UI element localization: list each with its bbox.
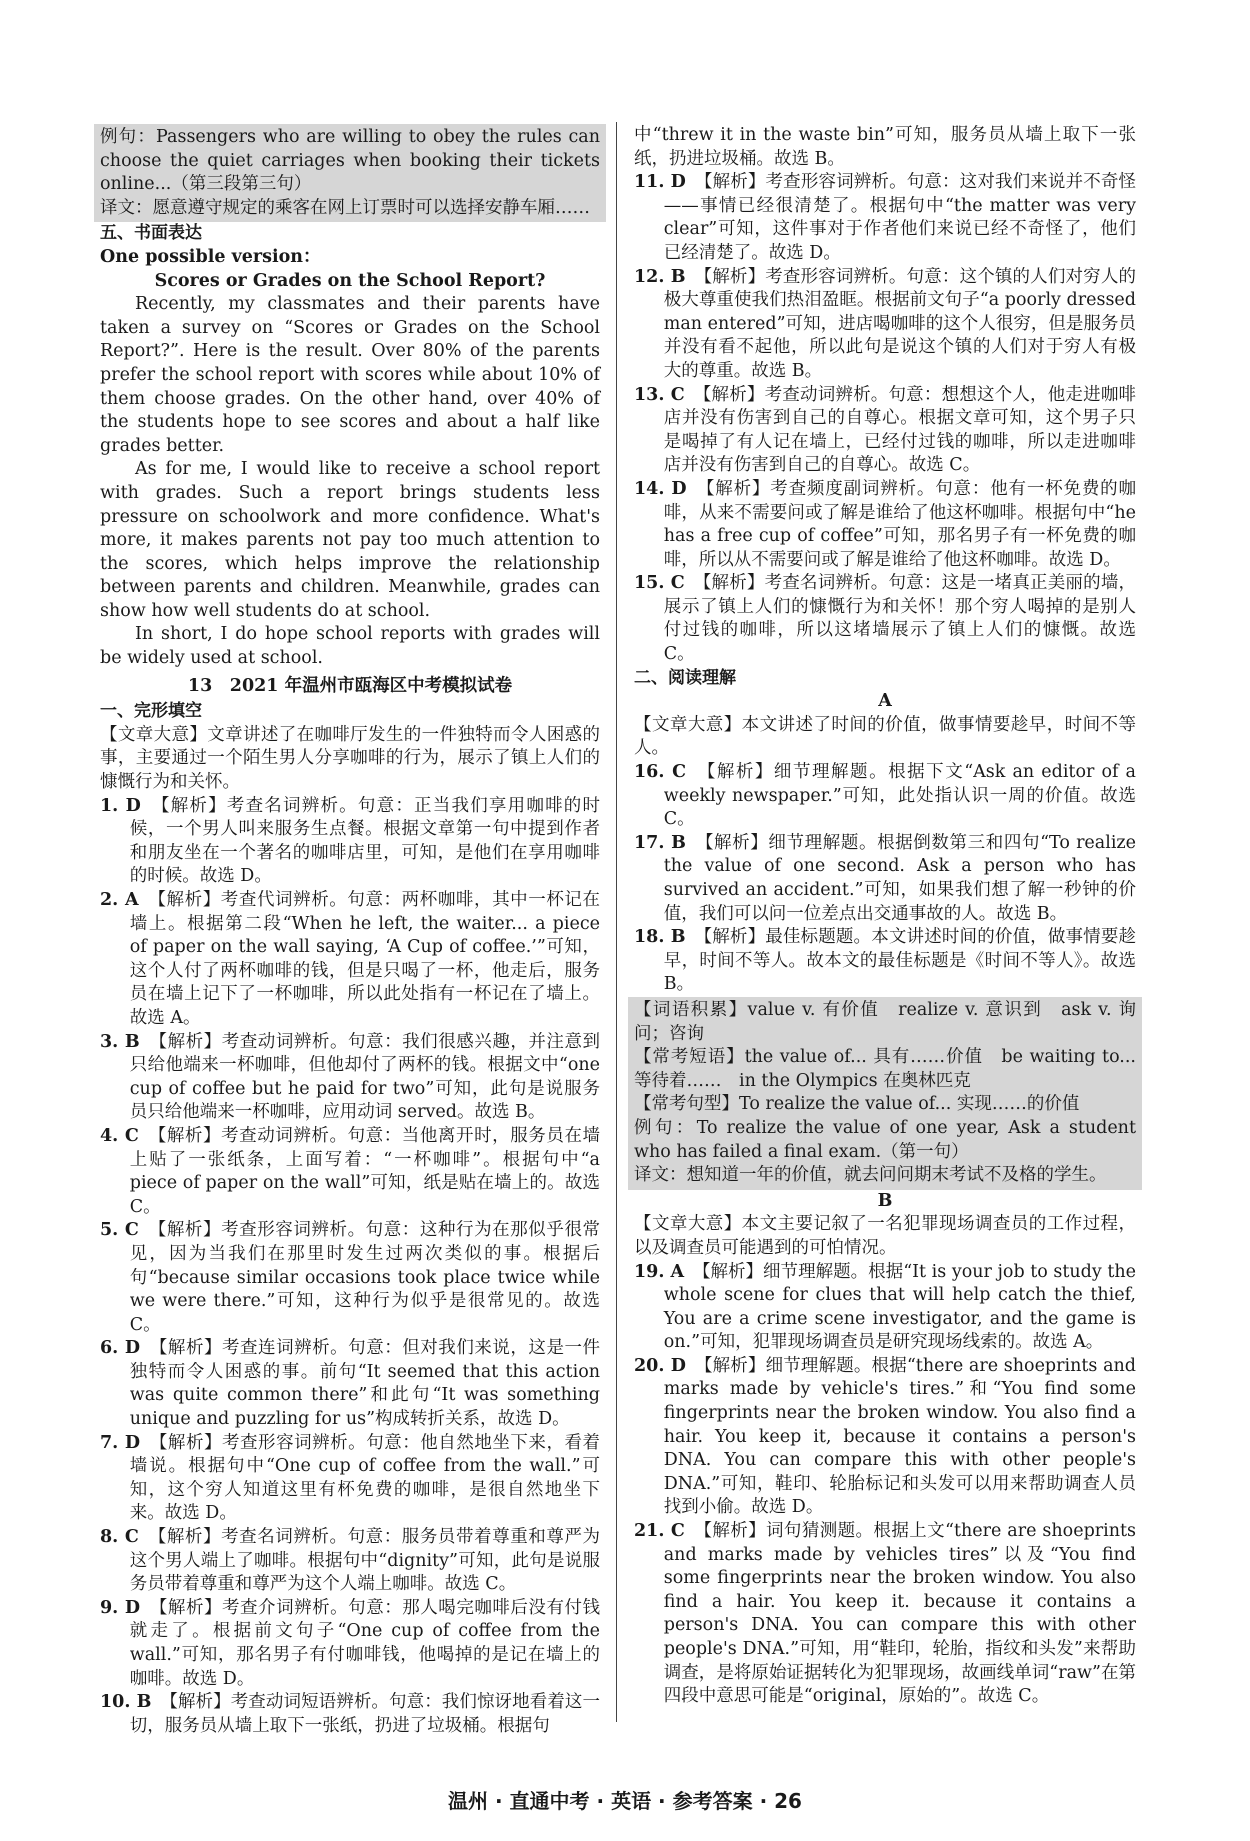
column-divider	[616, 122, 617, 1722]
answer-item	[100, 1691, 600, 1738]
answer-list	[634, 171, 1136, 666]
answer-item	[100, 1219, 600, 1337]
answer-explanation: 【解析】考查形容词辨析。句意：这种行为在那似乎很常见，因为当我们在那里时发生过两次类似的事。根据后句“because similar occasions took place twice while we were there.”可知，这种行为似乎是很常见的。故选 C。	[129, 1220, 601, 1335]
answer-item	[634, 266, 1136, 384]
answer-explanation: 【解析】考查形容词辨析。句意：他自然地坐下来，看着墙说。根据句中“One cup of coffee from the wall.”可知，这个穷人知道这里有杯免费的咖啡，是很自然地坐下来。故选 D。	[129, 1432, 601, 1524]
vocab-line: 【常考短语】the value of... 具有……价值 be waiting to... 等待着…… in the Olympics 在奥林匹克	[634, 1047, 1136, 1091]
answer-number: 15. C	[634, 573, 685, 594]
answer-item	[100, 1031, 600, 1125]
answer-item	[100, 1125, 600, 1219]
answer-explanation: 【解析】细节理解题。根据倒数第三和四句“To realize the value of one second. Ask a person who has survived an accident.”可知，如果我们想了解一秒钟的价值，我们可以问一位差点出交通事故的人。故选 B。	[663, 832, 1136, 924]
example-block	[94, 124, 606, 222]
answer-item	[634, 478, 1136, 572]
answer-explanation: 【解析】细节理解题。根据“It is your job to study the whole scene for clues that will help catch the thief, You are a crime scene investigator, and the game is on.”可知，犯罪现场调查员是研究现场线索的。故选 A。	[663, 1261, 1136, 1353]
answer-number: 18. B	[634, 927, 686, 948]
answer-item	[634, 572, 1136, 666]
answer-number: 5. C	[100, 1220, 139, 1241]
vocab-line: 【常考句型】To realize the value of... 实现……的价值	[634, 1094, 1080, 1115]
passage-label: B	[877, 1190, 893, 1211]
answer-item	[100, 889, 600, 1031]
answer-item	[634, 1520, 1136, 1709]
continuation-text: 中“threw it in the waste bin”可知，服务员从墙上取下一张纸，扔进垃圾桶。故选 B。	[634, 125, 1136, 169]
answer-explanation: 【解析】考查形容词辨析。句意：这对我们来说并不奇怪——事情已经很清楚了。根据句中“the matter was very clear”可知，这件事对于作者他们来说已经不奇怪了，他们已经清楚了。故选 D。	[663, 172, 1137, 263]
answer-number: 6. D	[100, 1338, 141, 1359]
answer-number: 9. D	[100, 1597, 141, 1618]
section-title: 13 2021 年温州市瓯海区中考模拟试卷	[187, 675, 513, 696]
answer-item	[100, 1337, 600, 1431]
answer-number: 3. B	[100, 1031, 140, 1052]
answer-number: 1. D	[100, 795, 141, 816]
answer-explanation: 【解析】考查名词辨析。句意：这是一堵真正美丽的墙，展示了镇上人们的慷慨行为和关怀！那个穷人喝掉的是别人付过钱的咖啡，所以这堵墙展示了镇上人们的慷慨。故选 C。	[663, 573, 1137, 665]
answer-number: 21. C	[634, 1521, 685, 1542]
answer-item	[634, 1261, 1136, 1355]
reading-heading: 二、阅读理解	[634, 667, 736, 688]
answer-number: 17. B	[634, 832, 686, 853]
answer-explanation: 【解析】细节理解题。根据下文“Ask an editor of a weekly newspaper.”可知，此处指认识一周的价值。故选 C。	[663, 762, 1136, 830]
passage-summary: 【文章大意】本文讲述了时间的价值，做事情要趁早，时间不等人。	[634, 714, 1136, 759]
passage-label: A	[878, 691, 892, 712]
answer-number: 7. D	[100, 1432, 141, 1453]
vocab-line: 【词语积累】value v. 有价值 realize v. 意识到 ask v. 询问；咨询	[634, 999, 1136, 1044]
answer-list	[100, 795, 600, 1739]
writing-heading: 五、书面表达	[100, 223, 202, 244]
answer-list	[634, 761, 1136, 997]
answer-number: 14. D	[634, 478, 687, 499]
answer-item	[100, 1526, 600, 1597]
answer-item	[634, 1355, 1136, 1520]
right-column	[634, 124, 1136, 1709]
answer-explanation: 【解析】细节理解题。根据“there are shoeprints and marks made by vehicle's tires.”和“You find some fingerprints near the broken window. You also find a hair. You keep it, because it contains a person's DNA. You can compare this with other people's DNA.”可知，鞋印、轮胎标记和头发可以用来帮助调查人员找到小偷。故选 D。	[663, 1355, 1137, 1518]
answer-item	[100, 795, 600, 889]
answer-number: 12. B	[634, 266, 686, 287]
answer-explanation: 【解析】词句猜测题。根据上文“there are shoeprints and marks made by vehicles tires”以及“You find some fingerprints near the broken window. You also find a hair. You keep it. because it contains a person's DNA. You can compare this with other people's DNA.”可知，用“鞋印，轮胎，指纹和头发”来帮助调查，是将原始证据转化为犯罪现场，故画线单词“raw”在第四段中意思可能是“original，原始的”。故选 C。	[663, 1521, 1137, 1707]
passage-summary: 【文章大意】本文主要记叙了一名犯罪现场调查员的工作过程，以及调查员可能遇到的可怕情况。	[634, 1214, 1136, 1258]
answer-item	[634, 384, 1136, 478]
page-footer: 温州 · 直通中考 · 英语 · 参考答案 · 26	[448, 1789, 802, 1813]
answer-explanation: 【解析】考查形容词辨析。句意：这个镇的人们对穷人的极大尊重使我们热泪盈眶。根据前文句子“a poorly dressed man entered”可知，进店喝咖啡的这个人很穷，但是服务员并没有看不起他，所以此句是说这个镇的人们对于穷人有极大的尊重。故选 B。	[663, 266, 1136, 381]
answer-explanation: 【解析】考查介词辨析。句意：那人喝完咖啡后没有付钱就走了。根据前文句子“One cup of coffee from the wall.”可知，那名男子有付咖啡钱，他喝掉的是记在墙上的咖啡。故选 D。	[129, 1597, 601, 1689]
answer-explanation: 【解析】考查动词辨析。句意：我们很感兴趣，并注意到只给他端来一杯咖啡，但他却付了两杯的钱。根据文中“one cup of coffee but he paid for two”可知，此句是说服务员只给他端来一杯咖啡，应用动词 served。故选 B。	[129, 1031, 601, 1123]
cloze-heading: 一、完形填空	[100, 701, 202, 722]
answer-explanation: 【解析】考查频度副词辨析。句意：他有一杯免费的咖啡，从来不需要问或了解是谁给了他这杯咖啡。根据句中“he has a free cup of coffee”可知，那名男子有一杯免费的咖啡，所以从不需要问或了解是谁给了他这杯咖啡。故选 D。	[663, 478, 1136, 570]
answer-explanation: 【解析】考查名词辨析。句意：服务员带着尊重和尊严为这个男人端上了咖啡。根据句中“dignity”可知，此句是说服务员带着尊重和尊严为这个人端上咖啡。故选 C。	[129, 1527, 601, 1595]
example-translation: 译文：愿意遵守规定的乘客在网上订票时可以选择安静车厢……	[100, 197, 590, 218]
answer-explanation: 【解析】考查连词辨析。句意：但对我们来说，这是一件独特而令人困惑的事。前句“It seemed that this action was quite common there”和此句“It was something unique and puzzling for us”构成转折关系，故选 D。	[129, 1338, 601, 1430]
answer-number: 8. C	[100, 1527, 139, 1548]
version-label: One possible version：	[100, 246, 321, 267]
answer-explanation: 【解析】考查动词短语辨析。句意：我们惊讶地看着这一切，服务员从墙上取下一张纸，扔进了垃圾桶。根据句	[129, 1692, 600, 1736]
answer-number: 20. D	[634, 1355, 686, 1376]
answer-number: 4. C	[100, 1125, 139, 1146]
answer-item	[634, 171, 1136, 265]
answer-explanation: 【解析】考查动词辨析。句意：当他离开时，服务员在墙上贴了一张纸条，上面写着：“一杯咖啡”。根据句中“a piece of paper on the wall”可知，纸是贴在墙上的。故选 C。	[129, 1125, 601, 1217]
answer-list	[634, 1261, 1136, 1709]
essay-title: Scores or Grades on the School Report?	[154, 270, 546, 291]
answer-explanation: 【解析】考查名词辨析。句意：正当我们享用咖啡的时候，一个男人叫来服务生点餐。根据文章第一句中提到作者和朋友坐在一个著名的咖啡店里，可知，是他们在享用咖啡的时候。故选 D。	[129, 795, 601, 887]
example-sentence: 例句：Passengers who are willing to obey the rules can choose the quiet carriages when booking their tickets online...（第三段第三句）	[100, 127, 600, 195]
answer-number: 19. A	[634, 1261, 685, 1282]
answer-number: 10. B	[100, 1692, 152, 1713]
answer-number: 2. A	[100, 890, 139, 910]
answer-item	[634, 832, 1136, 926]
cloze-summary: 【文章大意】文章讲述了在咖啡厅发生的一件独特而令人困惑的事，主要通过一个陌生男人分享咖啡的行为，展示了镇上人们的慷慨行为和关怀。	[100, 724, 600, 793]
essay-paragraph: Recently, my classmates and their parents have taken a survey on “Scores or Grades on the School Report?”. Here is the result. Over 80% of the parents prefer the school report with scores while about 10% of them choose grades. On the other hand, over 40% of the students hope to see scores and about a half like grades better.	[100, 294, 600, 456]
answer-number: 13. C	[634, 384, 685, 405]
vocab-line: 例句：To realize the value of one year, Ask a student who has failed a final exam.（第一句）	[634, 1117, 1136, 1162]
answer-item	[634, 926, 1136, 997]
answer-item	[100, 1432, 600, 1526]
answer-explanation: 【解析】最佳标题题。本文讲述时间的价值，做事情要趁早，时间不等人。故本文的最佳标题是《时间不等人》。故选 B。	[663, 927, 1136, 995]
answer-number: 16. C	[634, 762, 686, 783]
answer-number: 11. D	[634, 172, 686, 193]
answer-explanation: 【解析】考查动词辨析。句意：想想这个人，他走进咖啡店并没有伤害到自己的自尊心。根据文章可知，这个男子只是喝掉了有人记在墙上，已经付过钱的咖啡，所以走进咖啡店并没有伤害到自己的自尊心。故选 C。	[663, 384, 1137, 476]
essay-paragraph: As for me, I would like to receive a school report with grades. Such a report brings students less pressure on schoolwork and more confidence. What's more, it makes parents not pay too much attention to the scores, which helps improve the relationship between parents and children. Meanwhile, grades can show how well students do at school.	[100, 459, 600, 621]
left-column	[100, 124, 600, 1738]
answer-explanation: 【解析】考查代词辨析。句意：两杯咖啡，其中一杯记在墙上。根据第二段“When he left, the waiter... a piece of paper on the wall saying, ‘A Cup of coffee.’”可知，这个人付了两杯咖啡的钱，但是只喝了一杯，他走后，服务员在墙上记下了一杯咖啡，所以此处指有一杯记在了墙上。故选 A。	[129, 890, 600, 1028]
vocab-block	[628, 997, 1142, 1190]
vocab-line: 译文：想知道一年的价值，就去问问期末考试不及格的学生。	[634, 1165, 1107, 1186]
answer-item	[100, 1597, 600, 1691]
answer-item	[634, 761, 1136, 832]
essay-paragraph: In short, I do hope school reports with grades will be widely used at school.	[100, 624, 600, 669]
